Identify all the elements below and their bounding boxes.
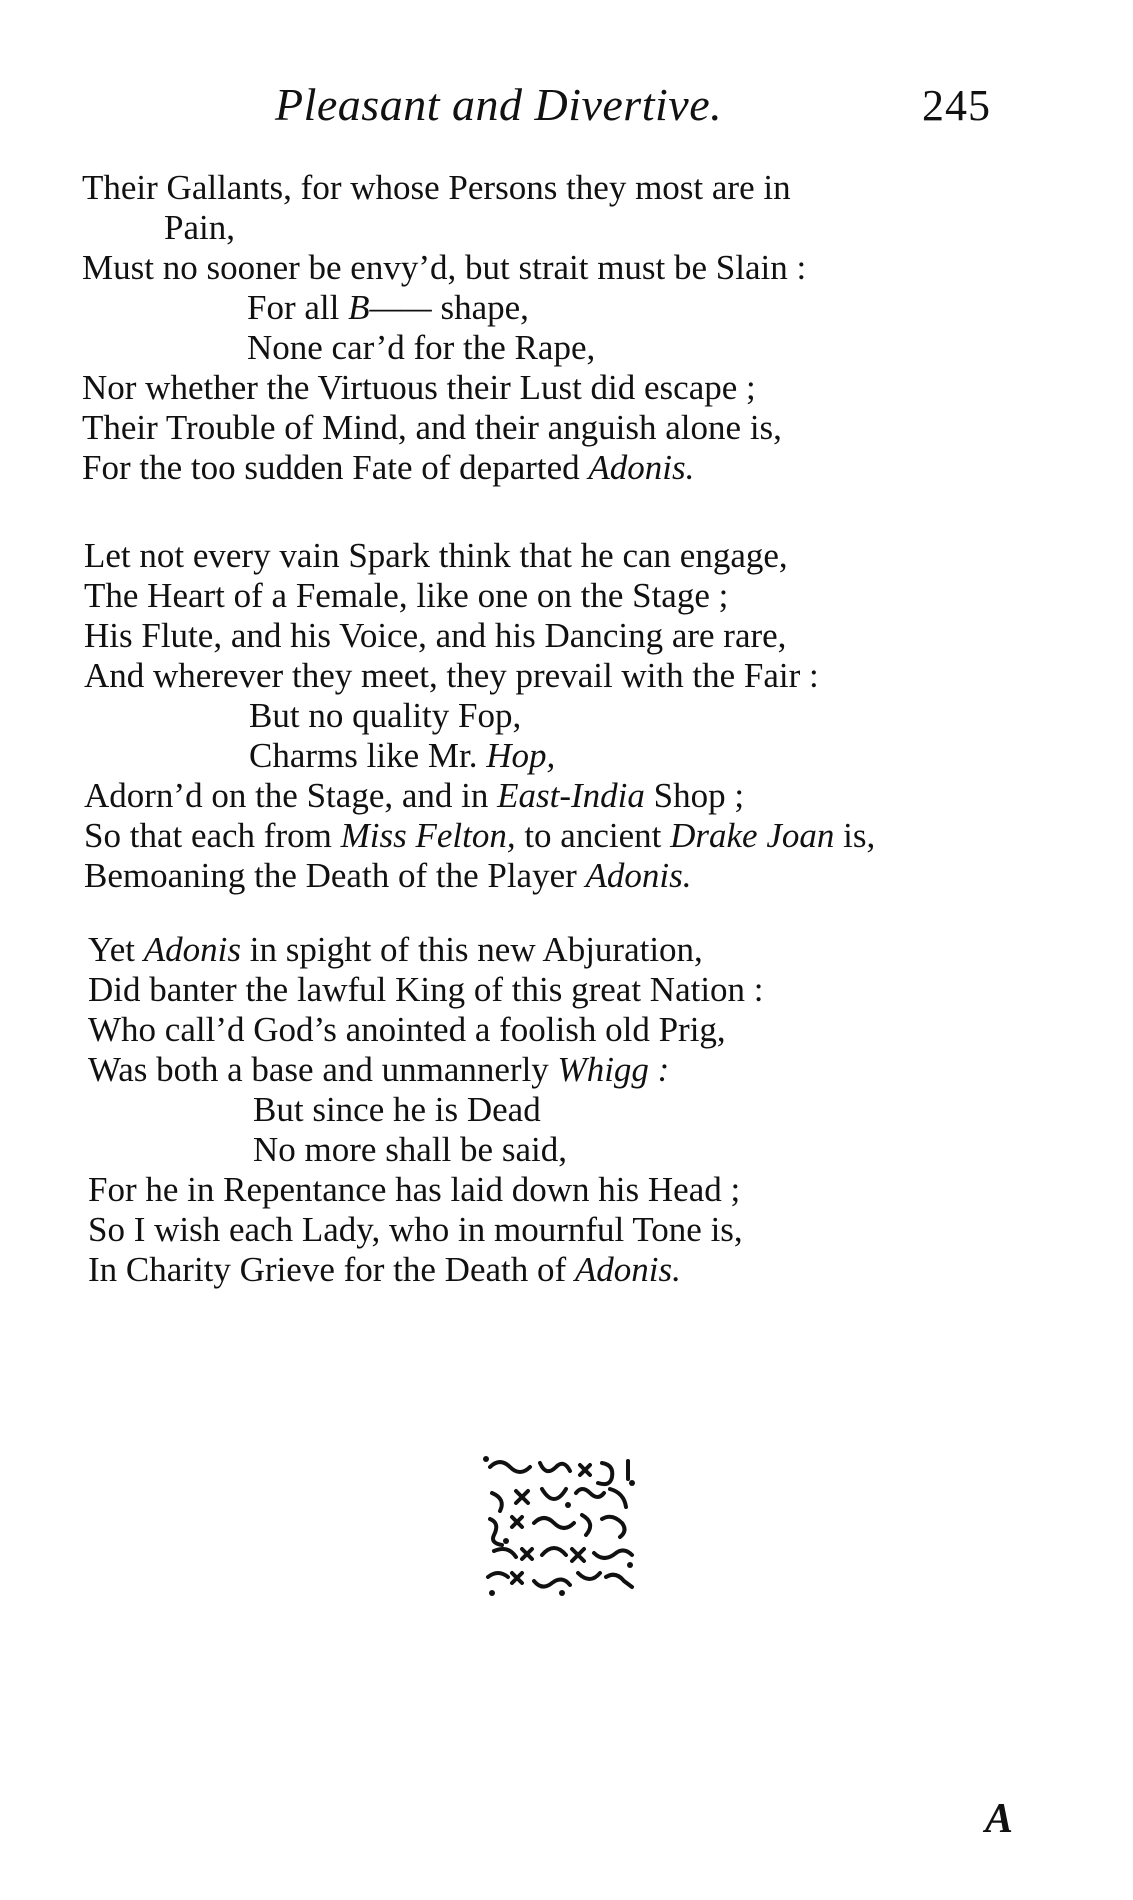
verse-line: For he in Repentance has laid down his Head ; [88,1170,741,1209]
verse-line: But since he is Dead [253,1090,541,1129]
verse-text: In Charity Grieve for the Death of [88,1250,575,1289]
verse-text: Yet [88,930,144,969]
verse-line: The Heart of a Female, like one on the Stage ; [84,576,729,615]
verse-italic: Adonis [143,930,242,969]
verse-text: For the too sudden Fate of departed [82,448,589,487]
verse-line: And wherever they meet, they prevail with the Fair : [84,656,819,695]
verse-line: None car’d for the Rape, [247,328,596,367]
verse-line [82,448,1042,488]
verse-line [88,1050,1048,1090]
verse-text: Was both a base and unmannerly [88,1050,558,1089]
verse-line: Did banter the lawful King of this great Nation : [88,970,764,1009]
verse-line: Nor whether the Virtuous their Lust did escape ; [82,368,756,407]
page-number: 245 [922,81,991,130]
verse-italic: Adonis. [574,1250,681,1289]
verse-line: Must no sooner be envy’d, but strait must be Slain : [82,248,807,287]
verse-line [84,856,1044,896]
verse-text: shape, [431,288,529,327]
stanza-2 [84,536,1044,896]
stanza-1 [82,168,1042,488]
verse-italic: Adonis. [585,856,692,895]
verse-line: His Flute, and his Voice, and his Dancing are rare, [84,616,787,655]
verse-line [88,1250,1048,1290]
verse-text: in spight of this new Abjuration, [241,930,703,969]
verse-line [84,736,1044,776]
verse-text: to ancient [515,816,671,855]
verse-text: Charms like Mr. [249,736,487,775]
verse-line: Who call’d God’s anointed a foolish old Prig, [88,1010,726,1049]
verse-text: So that each from [84,816,341,855]
printers-ornament-icon [482,1453,642,1601]
verse-line: No more shall be said, [253,1130,567,1169]
verse-italic: Hop, [486,736,556,775]
verse-italic: Drake Joan [670,816,835,855]
verse-italic: Adonis. [588,448,695,487]
verse-text: Adorn’d on the Stage, and in [84,776,498,815]
verse-text: Shop ; [644,776,745,815]
verse-line [84,816,1044,856]
verse-line: Their Trouble of Mind, and their anguish alone is, [82,408,782,447]
verse-line [84,776,1044,816]
verse-line: But no quality Fop, [249,696,522,735]
verse-italic: Whigg : [557,1050,670,1089]
verse-italic: B—— [348,288,432,327]
verse-line: Let not every vain Spark think that he can engage, [84,536,788,575]
verse-line [82,288,1042,328]
catchword: A [985,1796,1014,1842]
verse-italic: Miss Felton, [340,816,516,855]
verse-line: Their Gallants, for whose Persons they most are in [82,168,791,207]
verse-line [88,930,1048,970]
running-title: Pleasant and Divertive. [275,79,723,130]
stanza-3 [88,930,1048,1290]
verse-text: is, [834,816,876,855]
verse-text: Bemoaning the Death of the Player [84,856,586,895]
verse-line: So I wish each Lady, who in mournful Tone is, [88,1210,743,1249]
verse-italic: East-India [497,776,645,815]
verse-line: Pain, [164,208,235,247]
verse-text: For all [247,288,349,327]
